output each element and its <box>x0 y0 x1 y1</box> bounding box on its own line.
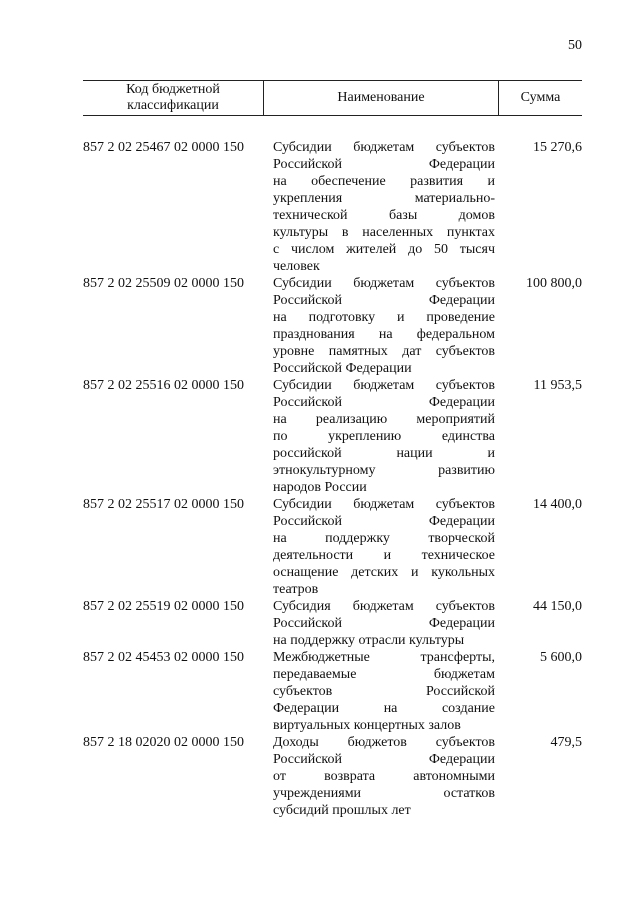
item-name-line: Российской Федерации <box>273 752 495 767</box>
budget-code: 857 2 02 25517 02 0000 150 <box>83 497 244 512</box>
budget-code: 857 2 02 25516 02 0000 150 <box>83 378 244 393</box>
item-name <box>273 598 495 649</box>
budget-code: 857 2 18 02020 02 0000 150 <box>83 735 244 750</box>
item-sum: 15 270,6 <box>533 140 582 155</box>
item-name-line: Российской Федерации <box>273 395 495 410</box>
item-name-line: этнокультурному развитию <box>273 463 495 478</box>
table-row <box>83 649 582 734</box>
item-name-line: культуры в населенных пунктах <box>273 225 495 240</box>
item-name-line: празднования на федеральном <box>273 327 495 342</box>
item-name-line: Доходы бюджетов субъектов <box>273 735 495 750</box>
item-name-line: Субсидии бюджетам субъектов <box>273 140 495 155</box>
header-sum: Сумма <box>520 90 561 105</box>
item-name <box>273 275 495 377</box>
table-body <box>83 139 582 819</box>
budget-code: 857 2 02 25519 02 0000 150 <box>83 599 244 614</box>
item-name-line: театров <box>273 582 319 597</box>
table-header <box>83 80 582 116</box>
item-name <box>273 649 495 734</box>
item-name-line: передаваемые бюджетам <box>273 667 495 682</box>
item-name-line: на обеспечение развития и <box>273 174 495 189</box>
item-name-line: технической базы домов <box>273 208 495 223</box>
item-name-line: Межбюджетные трансферты, <box>273 650 495 665</box>
budget-code: 857 2 02 25509 02 0000 150 <box>83 276 244 291</box>
item-name-line: деятельности и техническое <box>273 548 495 563</box>
item-name-line: уровне памятных дат субъектов <box>273 344 495 359</box>
item-name-line: Субсидии бюджетам субъектов <box>273 497 495 512</box>
item-name-line: Российской Федерации <box>273 157 495 172</box>
item-name-line: Субсидии бюджетам субъектов <box>273 276 495 291</box>
item-name-line: на поддержку творческой <box>273 531 495 546</box>
item-sum: 5 600,0 <box>540 650 582 665</box>
item-name-line: Субсидии бюджетам субъектов <box>273 378 495 393</box>
item-name-line: Российской Федерации <box>273 514 495 529</box>
item-name-line: субъектов Российской <box>273 684 495 699</box>
item-name-line: оснащение детских и кукольных <box>273 565 495 580</box>
item-name-line: на реализацию мероприятий <box>273 412 495 427</box>
item-name-line: человек <box>273 259 320 274</box>
table-row <box>83 139 582 275</box>
item-name-line: российской нации и <box>273 446 495 461</box>
header-name: Наименование <box>263 81 499 115</box>
item-name <box>273 377 495 496</box>
item-name-line: учреждениями остатков <box>273 786 495 801</box>
item-name-line: по укреплению единства <box>273 429 495 444</box>
item-name-line: укрепления материально- <box>273 191 495 206</box>
item-name-line: на подготовку и проведение <box>273 310 495 325</box>
item-name-line: Российской Федерации <box>273 361 412 376</box>
item-name-line: субсидий прошлых лет <box>273 803 411 818</box>
item-name-line: народов России <box>273 480 367 495</box>
item-name-line: от возврата автономными <box>273 769 495 784</box>
item-sum: 14 400,0 <box>533 497 582 512</box>
budget-code: 857 2 02 45453 02 0000 150 <box>83 650 244 665</box>
item-name-line: Российской Федерации <box>273 616 495 631</box>
item-sum: 479,5 <box>550 735 582 750</box>
item-sum: 100 800,0 <box>526 276 582 291</box>
item-name <box>273 139 495 275</box>
item-name-line: с числом жителей до 50 тысяч <box>273 242 495 257</box>
budget-code: 857 2 02 25467 02 0000 150 <box>83 140 244 155</box>
item-sum: 44 150,0 <box>533 599 582 614</box>
table-row <box>83 598 582 649</box>
header-code: Код бюджетной классификации <box>126 82 220 113</box>
item-name-line: виртуальных концертных залов <box>273 718 461 733</box>
item-name-line: Российской Федерации <box>273 293 495 308</box>
item-name-line: на поддержку отрасли культуры <box>273 633 465 648</box>
item-name-line: Федерации на создание <box>273 701 495 716</box>
item-name <box>273 496 495 598</box>
page-number: 50 <box>568 38 582 53</box>
table-row <box>83 496 582 598</box>
table-row <box>83 734 582 819</box>
table-row <box>83 377 582 496</box>
item-name-line: Субсидия бюджетам субъектов <box>273 599 495 614</box>
item-name <box>273 734 495 819</box>
item-sum: 11 953,5 <box>533 378 582 393</box>
table-row <box>83 275 582 377</box>
